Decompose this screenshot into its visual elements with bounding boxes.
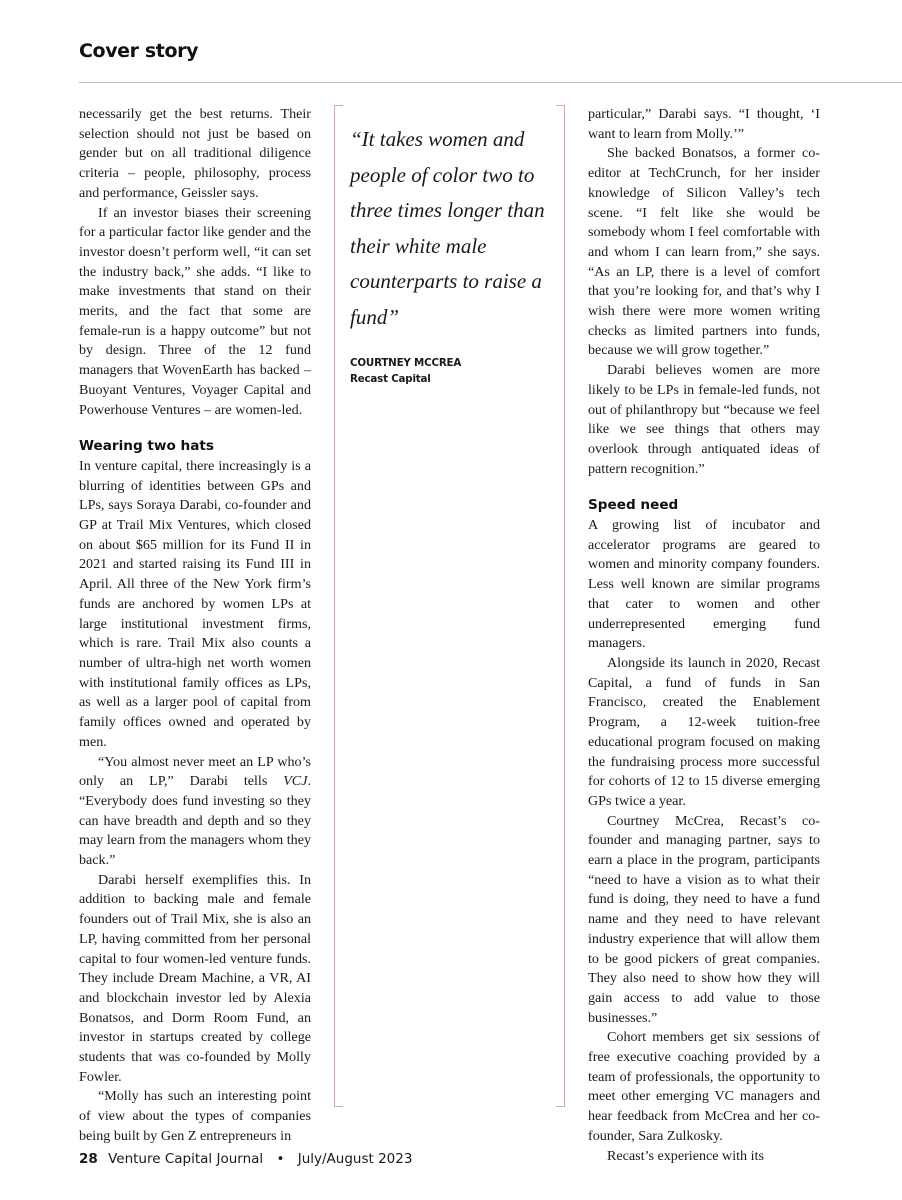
pull-quote-bracket-left: [334, 105, 343, 1107]
body-paragraph: Darabi believes women are more likely to be LPs in female-led funds, not out of philanthropy but “because we feel like we see things that others may overlook through antiquated ideas of pattern recognition.”: [588, 362, 820, 477]
subheading-speed-need: Speed need: [588, 497, 679, 514]
body-paragraph: necessarily get the best returns. Their selection should not just be based on gender but on all traditional diligence criteria – people, philosophy, process and performance, Geissler says.: [79, 106, 311, 201]
footer-bullet: •: [276, 1151, 285, 1167]
issue-date: July/August 2023: [297, 1151, 413, 1167]
header-divider: [79, 82, 902, 83]
left-column: [79, 105, 311, 1147]
body-paragraph: Courtney McCrea, Recast’s co-founder and managing partner, says to earn a place in the program, participants “need to have a vision as to what their fund is doing, they need to have a fund name and they need to have relevant industry experience that will allow them to be good pickers of great companies. They also need to show how they will gain access to add value to those businesses.”: [588, 812, 820, 1026]
page-footer: [79, 1151, 412, 1167]
body-paragraph: In venture capital, there increasingly is a blurring of identities between GPs and LPs, says Soraya Darabi, co-founder and GP at Trail Mix Ventures, which closed on about $65 million for its Fund II in 2021 and started raising its Fund III in April. All three of the New York firm’s funds are anchored by women LPs at large institutional investment firms, which is rare. Trail Mix also counts a number of ultra-high net worth women with institutional family offices as LPs, as well as a larger pool of capital from family offices owned and operated by men.: [79, 457, 311, 750]
body-paragraph: [79, 753, 311, 871]
pull-quote-text: “It takes women and people of color two to three times longer than their white male counterparts to raise a fund”: [350, 127, 545, 329]
publication-name: Venture Capital Journal: [108, 1151, 264, 1167]
pull-quote-organization: Recast Capital: [350, 373, 431, 385]
body-paragraph: She backed Bonatsos, a former co-editor at TechCrunch, for her insider knowledge of Silicon Valley’s tech scene. “I felt like she would be somebody whom I feel comfortable with and whom I can learn from,” she says. “As an LP, there is a level of comfort that you’re looking for, and that’s why I wish there were more women writing checks as limited partners into funds, because we will grow together.”: [588, 145, 820, 359]
body-paragraph: “Molly has such an interesting point of view about the types of companies being built by Gen Z entrepreneurs in: [79, 1088, 311, 1144]
body-paragraph: If an investor biases their screening for a particular factor like gender and the investor doesn’t perform well, “it can set the industry back,” she adds. “I like to make investments that stand on their merits, and the fact that some are female-run is a happy outcome” but not by design. Three of the 12 fund managers that WovenEarth has backed – Buoyant Ventures, Voyager Capital and Powerhouse Ventures – are women-led.: [79, 204, 311, 418]
subheading-wearing-two-hats: Wearing two hats: [79, 438, 214, 455]
body-paragraph: particular,” Darabi says. “I thought, ‘I want to learn from Molly.’”: [588, 106, 820, 142]
pull-quote-author: COURTNEY MCCREA: [350, 357, 462, 369]
pull-quote-bracket-right: [556, 105, 565, 1107]
body-paragraph: Alongside its launch in 2020, Recast Capital, a fund of funds in San Francisco, created the Enablement Program, a 12-week tuition-free educational program focused on making the fundraising process more successful for cohorts of 12 to 15 diverse emerging GPs twice a year.: [588, 654, 820, 809]
text-run: . “Everybody does fund investing so they can have breadth and depth and so they may learn from the managers whom they back.”: [79, 773, 311, 869]
body-paragraph: Cohort members get six sessions of free executive coaching provided by a team of professionals, the opportunity to meet other emerging VC managers and hear feedback from McCrea and her co-founder, Sara Zulkosky.: [588, 1029, 820, 1144]
body-paragraph: A growing list of incubator and accelerator programs are geared to women and minority company founders. Less well known are similar programs that cater to women and other underrepresented emerging fund managers.: [588, 517, 820, 652]
right-column: [588, 105, 820, 1166]
body-paragraph: Recast’s experience with its: [607, 1147, 764, 1164]
section-title: Cover story: [79, 40, 199, 62]
body-paragraph: Darabi herself exemplifies this. In addition to backing male and female founders out of Trail Mix, she is also an LP, having committed from her personal capital to four women-led venture funds. They include Dream Machine, a VR, AI and blockchain investor led by Alexia Bonatsos, and Dorm Room Fund, an investor in startups created by college students that was co-founded by Molly Fowler.: [79, 871, 311, 1085]
publication-abbrev: VCJ: [283, 773, 308, 790]
page-number: 28: [79, 1151, 98, 1167]
text-run: “You almost never meet an LP who’s only an LP,” Darabi tells: [79, 753, 311, 790]
